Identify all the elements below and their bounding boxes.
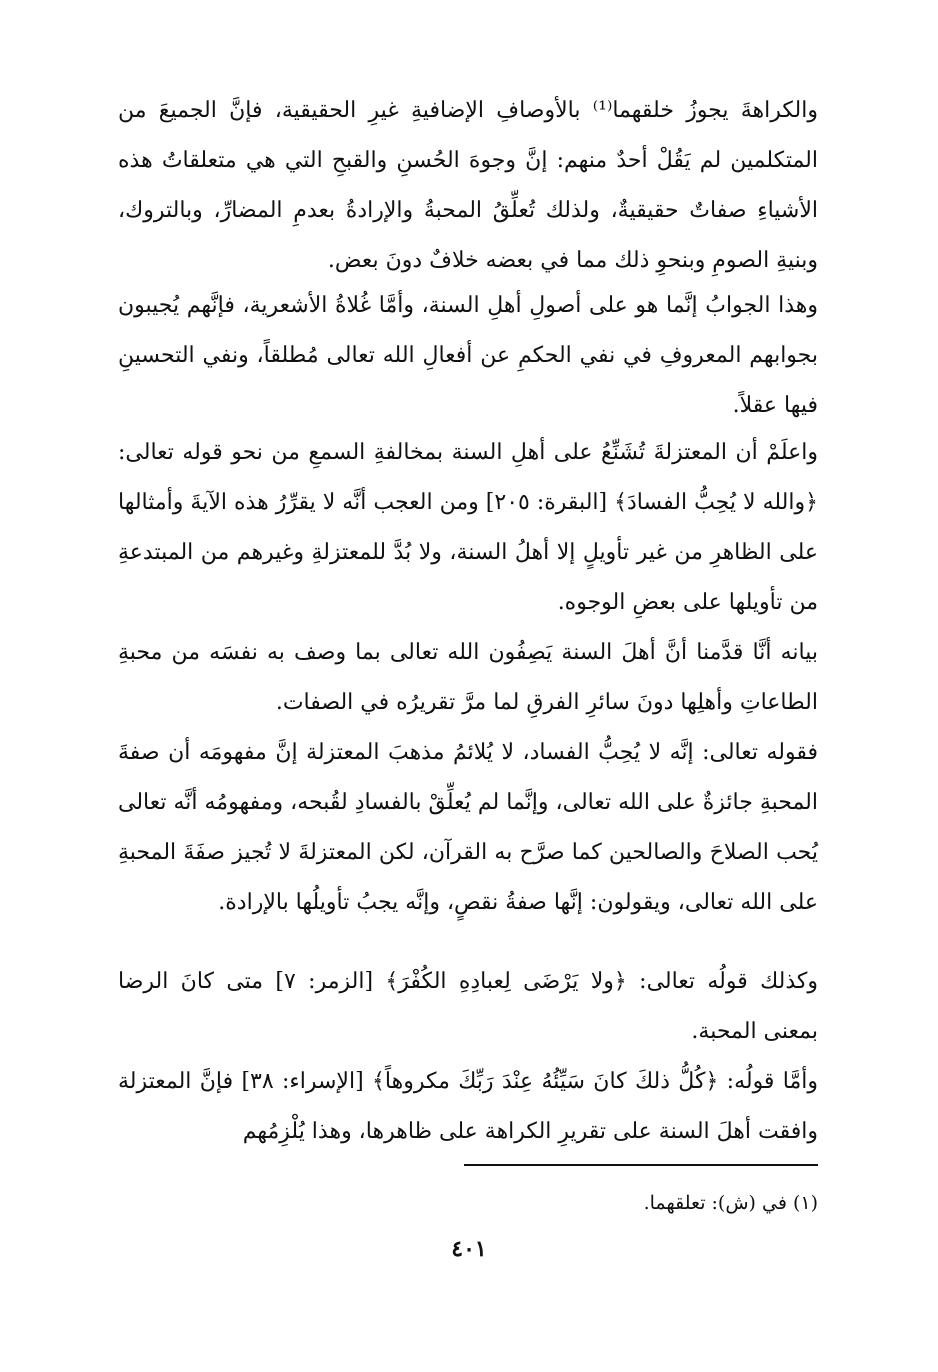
paragraph-6: وكذلك قولُه تعالى: ﴿ولا يَرْضَى لِعبادِهِ الكُفْرَ﴾ [الزمر: ٧] متى كانَ الرضا بمعنى المحبة. (118, 969, 818, 1044)
paragraph-5: فقوله تعالى: إنَّه لا يُحِبُّ الفساد، لا يُلائمُ مذهبَ المعتزلة إنَّ مفهومَه أن صفةَ المحبةِ جائزةٌ على الله تعالى، وإنَّما لم يُعلِّقْ بالفسادِ لقُبحه، ومفهومُه أنَّه تعالى يُحب الصلاحَ والصالحين كما صرَّح به القرآن، لكن المعتزلةَ لا تُجيز صفَةَ المحبةِ على الله تعالى، ويقولون: إنَّها صفةُ نقصٍ، وإنَّه يجبُ تأويلُها بالإرادة. (118, 740, 818, 915)
page-number: ٤٠١ (451, 1236, 487, 1262)
paragraph-1: والكراهةَ يجوزُ خلقهما⁽¹⁾ بالأوصافِ الإضافيةِ غيرِ الحقيقية، فإنَّ الجميعَ من المتكلمين لم يَقُلْ أحدٌ منهم: إنَّ وجوهَ الحُسنِ والقبحِ التي هي متعلقاتُ هذه الأشياءِ صفاتٌ حقيقيةٌ، ولذلك تُعلِّقُ المحبةُ والإرادةُ بعدمِ المضارِّ، وبالتروك، وبنيةِ الصومِ وبنحوِ ذلك مما في بعضه خلافٌ دونَ بعض. (118, 98, 818, 273)
footnote-divider (464, 1164, 818, 1166)
paragraph-2: وهذا الجوابُ إنَّما هو على أصولِ أهلِ السنة، وأمَّا غُلاةُ الأشعرية، فإنَّهم يُجيبون بجوابهم المعروفِ في نفي الحكمِ عن أفعالِ الله تعالى مُطلقاً، ونفي التحسينِ فيها عقلاً. (118, 293, 818, 418)
paragraph-3: واعلَمْ أن المعتزلةَ تُشَنِّعُ على أهلِ السنة بمخالفةِ السمعِ من نحو قوله تعالى: ﴿والله لا يُحِبُّ الفسادَ﴾ [البقرة: ٢٠٥] ومن العجب أنَّه لا يقرِّرُ هذه الآيةَ وأمثالها على الظاهرِ من غير تأويلٍ إلا أهلُ السنة، ولا بُدَّ للمعتزلةِ وغيرهم من المبتدعةِ من تأويلها على بعضِ الوجوه. (118, 440, 819, 615)
footnote: (١) في (ش): تعلقهما. (643, 1192, 818, 1214)
paragraph-4: بيانه أنَّا قدَّمنا أنَّ أهلَ السنة يَصِفُون الله تعالى بما وصف به نفسَه من محبةِ الطاعاتِ وأهلِها دونَ سائرِ الفرقِ لما مرَّ تقريرُه في الصفات. (118, 640, 818, 715)
paragraph-7: وأمَّا قولُه: ﴿كُلُّ ذلكَ كانَ سَيِّئُهُ عِنْدَ رَبِّكَ مكروهاً﴾ [الإسراء: ٣٨] فإنَّ المعتزلة وافقت أهلَ السنة على تقريرِ الكراهة على ظاهرها، وهذا يُلْزِمُهم (118, 1069, 818, 1144)
